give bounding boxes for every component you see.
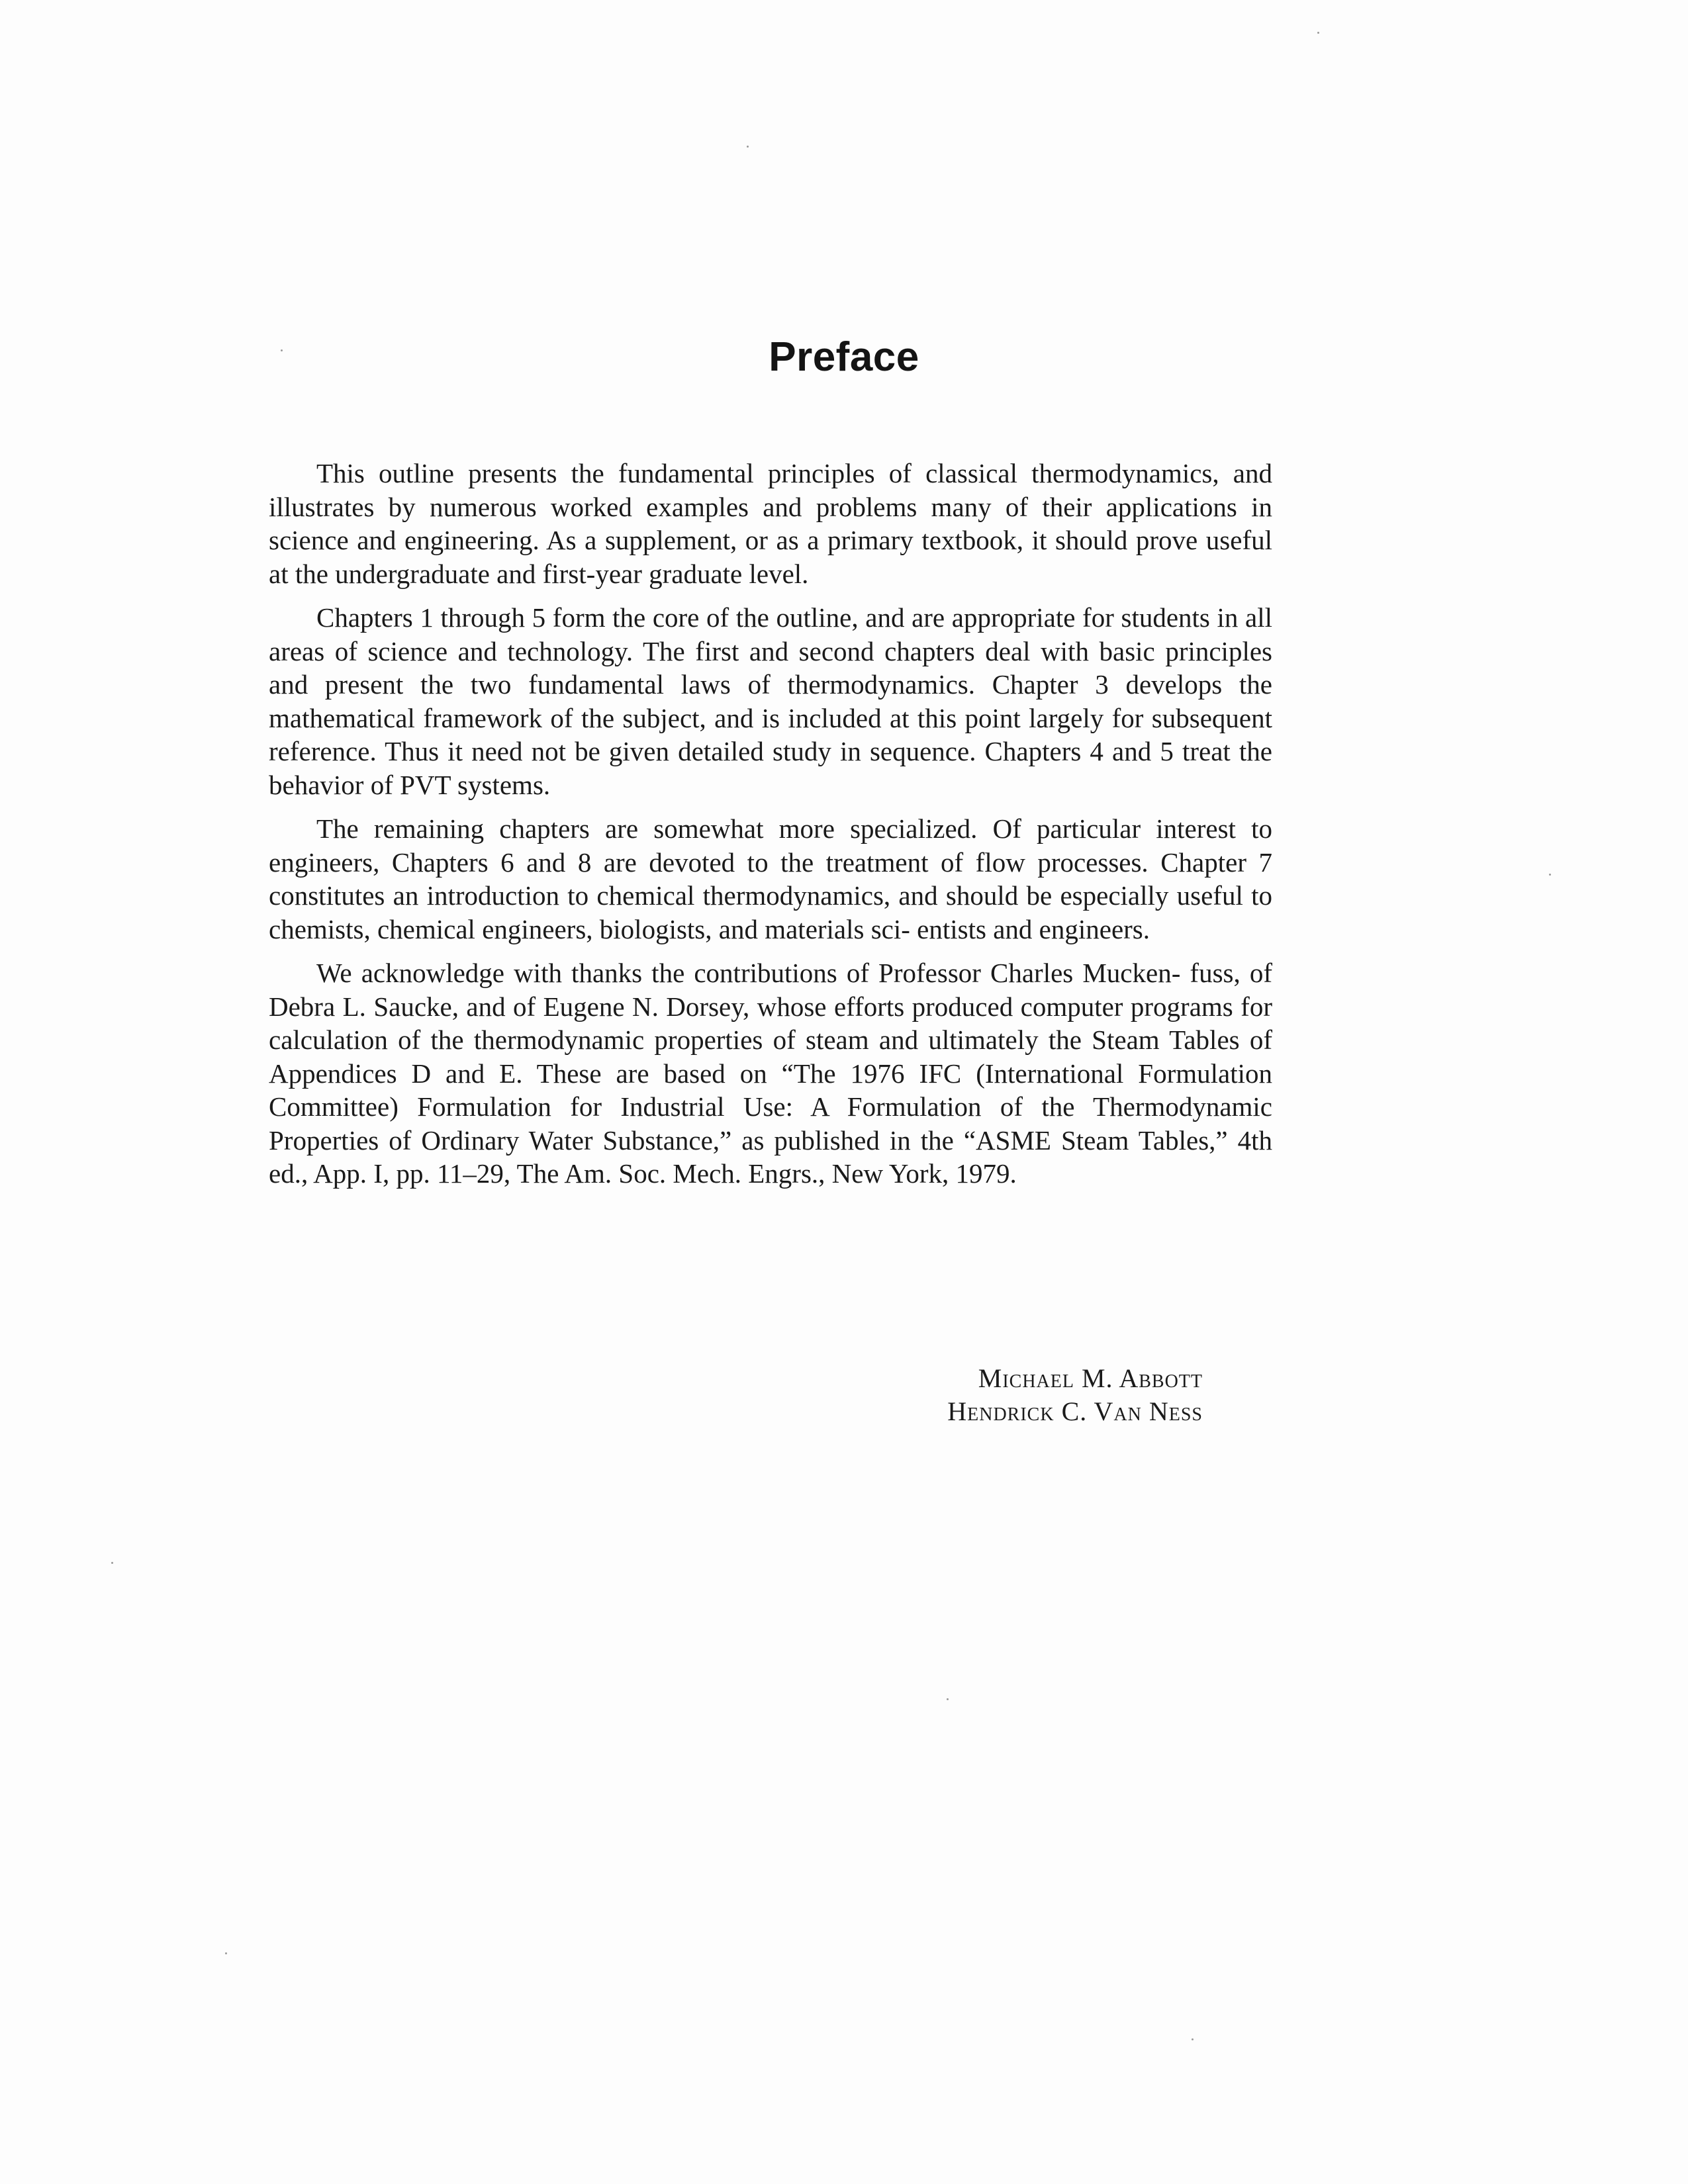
paragraph: We acknowledge with thanks the contributions of Professor Charles Mucken- fuss, of Debra L. Saucke, and of Eugene N. Dorsey, whose efforts produced computer programs for calculation of the thermodynamic properties of steam and ultimately the Steam Tables of Appendices D and E. These are based on “The 1976 IFC (International Formulation Committee) Formulation for Industrial Use: A Formulation of the Thermodynamic Properties of Ordinary Water Substance,” as published in the “ASME Steam Tables,” 4th ed., App. I, pp. 11–29, The Am. Soc. Mech. Engrs., New York, 1979. — [269, 958, 1272, 1189]
paragraph: Chapters 1 through 5 form the core of the outline, and are appropriate for students in all areas of science and technology. The first and second chapters deal with basic principles and present the two fundamental laws of thermodynamics. Chapter 3 develops the mathematical framework of the subject, and is included at this point largely for subsequent reference. Thus it need not be given detailed study in sequence. Chapters 4 and 5 treat the behavior of PVT systems. — [269, 602, 1272, 800]
scan-speck — [1317, 32, 1319, 34]
preface-body — [269, 457, 1272, 1201]
page-title: Preface — [769, 334, 919, 380]
scan-speck — [111, 1562, 113, 1564]
author-signature — [947, 1362, 1203, 1428]
scan-speck — [1192, 2038, 1194, 2040]
scan-speck — [747, 146, 749, 148]
paragraph: This outline presents the fundamental principles of classical thermodynamics, and illustrates by numerous worked examples and problems many of their applications in science and engineering. As a supplement, or as a primary textbook, it should prove useful at the undergraduate and first-year graduate level. — [269, 458, 1272, 589]
author-name: Michael M. Abbott — [978, 1363, 1203, 1393]
paragraph: The remaining chapters are somewhat more specialized. Of particular interest to engineers, Chapters 6 and 8 are devoted to the treatment of flow processes. Chapter 7 constitutes an introduction to chemical thermodynamics, and should be especially useful to chemists, chemical engineers, biologists, and materials sci- entists and engineers. — [269, 813, 1272, 944]
author-name: Hendrick C. Van Ness — [947, 1396, 1203, 1426]
scan-speck — [225, 1952, 227, 1954]
scan-speck — [947, 1698, 949, 1700]
scan-speck — [1549, 874, 1551, 876]
